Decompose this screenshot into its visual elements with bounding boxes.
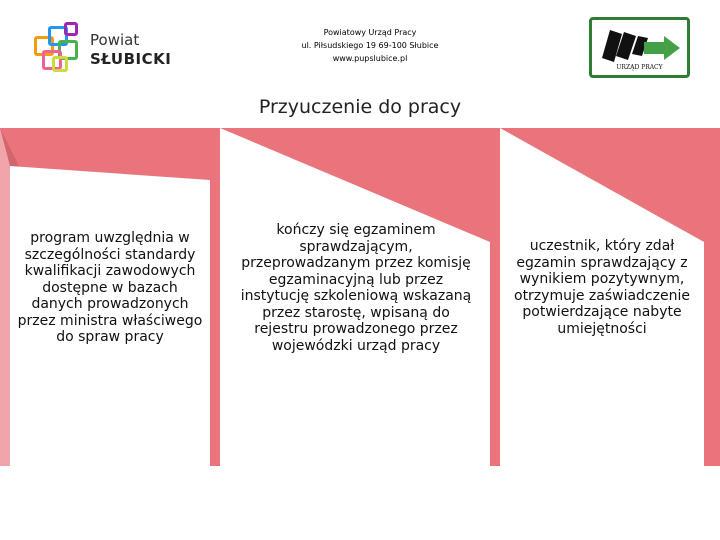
urzad-pracy-logo bbox=[589, 17, 690, 78]
office-name: Powiatowy Urząd Pracy bbox=[323, 28, 417, 37]
logo-text-slubicki: SŁUBICKI bbox=[90, 50, 172, 68]
panel-1-text: program uwzględnia w szczególności standardy kwalifikacji zawodowych dostępne w bazach danych prowadzonych przez ministra właściwego do spraw pracy bbox=[17, 230, 203, 345]
logo-text-powiat: Powiat bbox=[90, 31, 140, 49]
page-title: Przyuczenie do pracy bbox=[258, 96, 462, 118]
urzad-pracy-emblem-icon bbox=[592, 22, 687, 66]
urzad-pracy-caption: URZĄD PRACY bbox=[616, 64, 663, 71]
logo-square-icon bbox=[64, 22, 78, 36]
office-info bbox=[230, 26, 510, 65]
powiat-slubicki-logo bbox=[28, 14, 176, 78]
panel-2-text: kończy się egzaminem sprawdzającym, przeprowadzanym przez komisję egzaminacyjną lub przez instytucję szkoleniową wskazaną przez starostę, wpisaną do rejestru prowadzonego przez wojewódzki urząd pracy bbox=[240, 222, 472, 354]
logo-square-icon bbox=[52, 56, 68, 72]
office-website: www.pupslubice.pl bbox=[332, 54, 408, 63]
panel-3-text: uczestnik, który zdał egzamin sprawdzający z wynikiem pozytywnym, otrzymuje zaświadczenie potwierdzające nabyte umiejętności bbox=[514, 238, 690, 337]
office-address: ul. Piłsudskiego 19 69-100 Słubice bbox=[301, 41, 439, 50]
